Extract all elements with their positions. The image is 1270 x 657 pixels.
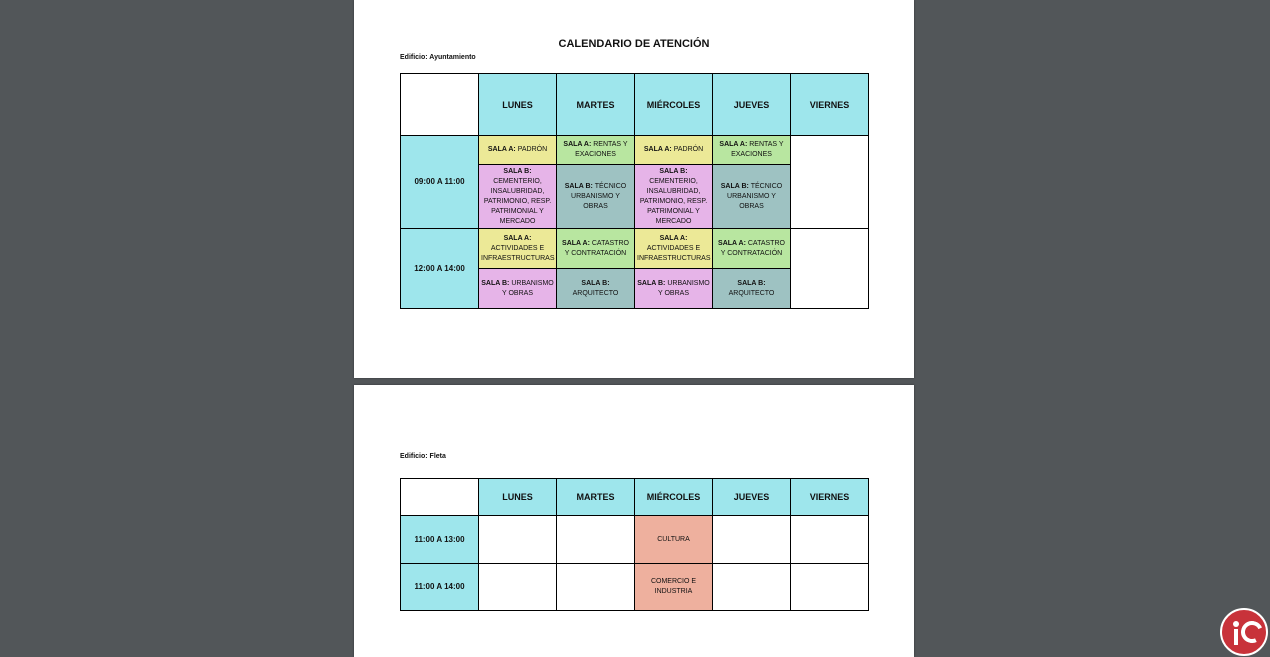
logo-c-shape — [1238, 618, 1266, 646]
service-text: PADRÓN — [671, 146, 704, 153]
room-label: SALA A: — [719, 141, 748, 148]
time-slot-1: 09:00 A 11:00 — [401, 136, 479, 229]
schedule-cell — [557, 165, 635, 229]
service-text: PADRÓN — [515, 146, 548, 153]
empty-cell — [791, 229, 869, 309]
room-label: SALA A: — [718, 239, 746, 247]
schedule-cell-comercio: COMERCIO E INDUSTRIA — [635, 564, 713, 611]
time-slot-2: 11:00 A 14:00 — [401, 564, 479, 611]
room-label: SALA B: — [503, 167, 532, 175]
empty-cell — [713, 516, 791, 564]
room-label: SALA A: — [503, 234, 532, 242]
day-header-viernes: VIERNES — [791, 74, 869, 136]
day-header-viernes: VIERNES — [791, 479, 869, 516]
room-label: SALA A: — [487, 146, 516, 153]
document-title: CALENDARIO DE ATENCIÓN — [558, 38, 710, 50]
empty-cell — [791, 516, 869, 564]
day-header-lunes: LUNES — [479, 74, 557, 136]
empty-cell — [479, 516, 557, 564]
service-text: CATASTRO Y CONTRATACIÓN — [720, 239, 785, 257]
room-label: SALA A: — [643, 146, 672, 153]
document-page-2 — [354, 385, 914, 657]
service-text: ACTIVIDADES E INFRAESTRUCTURAS — [637, 244, 711, 262]
service-text: RENTAS Y EXACIONES — [731, 141, 784, 158]
logo-stem — [1234, 629, 1238, 645]
room-label: SALA B: — [659, 167, 688, 175]
service-text: ARQUITECTO — [728, 289, 775, 297]
schedule-cell — [635, 269, 713, 309]
schedule-cell — [479, 269, 557, 309]
schedule-cell — [479, 165, 557, 229]
room-label: SALA B: — [720, 182, 749, 190]
corner-cell — [401, 74, 479, 136]
room-label: SALA A: — [659, 234, 688, 242]
day-header-jueves: JUEVES — [713, 74, 791, 136]
service-text: CATASTRO Y CONTRATACIÓN — [564, 239, 629, 257]
schedule-cell — [635, 229, 713, 269]
schedule-cell — [635, 136, 713, 165]
building-label-fleta: Edificio: Fleta — [400, 453, 446, 460]
service-text: CEMENTERIO, INSALUBRIDAD, PATRIMONIO, RESP. PATRIMONIAL Y MERCADO — [483, 177, 552, 225]
service-text: URBANISMO Y OBRAS — [502, 279, 554, 297]
service-text: TÉCNICO URBANISMO Y OBRAS — [571, 182, 627, 210]
day-header-martes: MARTES — [557, 74, 635, 136]
empty-cell — [791, 564, 869, 611]
empty-cell — [479, 564, 557, 611]
empty-cell — [713, 564, 791, 611]
service-text: URBANISMO Y OBRAS — [658, 279, 710, 297]
room-label: SALA B: — [637, 279, 666, 287]
schedule-cell — [479, 136, 557, 165]
room-label: SALA B: — [737, 279, 766, 287]
day-header-lunes: LUNES — [479, 479, 557, 516]
time-slot-2: 12:00 A 14:00 — [401, 229, 479, 309]
schedule-cell — [713, 136, 791, 165]
room-label: SALA B: — [581, 279, 610, 287]
service-text: CEMENTERIO, INSALUBRIDAD, PATRIMONIO, RESP. PATRIMONIAL Y MERCADO — [639, 177, 708, 225]
ic-logo-icon[interactable] — [1220, 608, 1268, 656]
schedule-cell — [557, 269, 635, 309]
room-label: SALA B: — [564, 182, 593, 190]
room-label: SALA B: — [481, 279, 510, 287]
corner-cell — [401, 479, 479, 516]
empty-cell — [557, 516, 635, 564]
empty-cell — [791, 136, 869, 229]
schedule-cell — [713, 229, 791, 269]
service-text: TÉCNICO URBANISMO Y OBRAS — [727, 182, 783, 210]
day-header-martes: MARTES — [557, 479, 635, 516]
schedule-table-ayuntamiento — [400, 73, 869, 309]
day-header-miercoles: MIÉRCOLES — [635, 74, 713, 136]
time-slot-1: 11:00 A 13:00 — [401, 516, 479, 564]
schedule-cell — [479, 229, 557, 269]
building-label-ayuntamiento: Edificio: Ayuntamiento — [400, 54, 476, 61]
empty-cell — [557, 564, 635, 611]
day-header-jueves: JUEVES — [713, 479, 791, 516]
day-header-miercoles: MIÉRCOLES — [635, 479, 713, 516]
schedule-cell — [713, 269, 791, 309]
service-text: ARQUITECTO — [572, 289, 619, 297]
schedule-cell — [557, 229, 635, 269]
service-text: ACTIVIDADES E INFRAESTRUCTURAS — [481, 244, 555, 262]
schedule-cell — [635, 165, 713, 229]
schedule-cell — [557, 136, 635, 165]
schedule-table-fleta — [400, 478, 869, 611]
document-page-1 — [354, 0, 914, 378]
logo-dot — [1233, 621, 1239, 627]
schedule-cell-cultura: CULTURA — [635, 516, 713, 564]
room-label: SALA A: — [563, 141, 592, 148]
room-label: SALA A: — [562, 239, 590, 247]
service-text: RENTAS Y EXACIONES — [575, 141, 628, 158]
schedule-cell — [713, 165, 791, 229]
